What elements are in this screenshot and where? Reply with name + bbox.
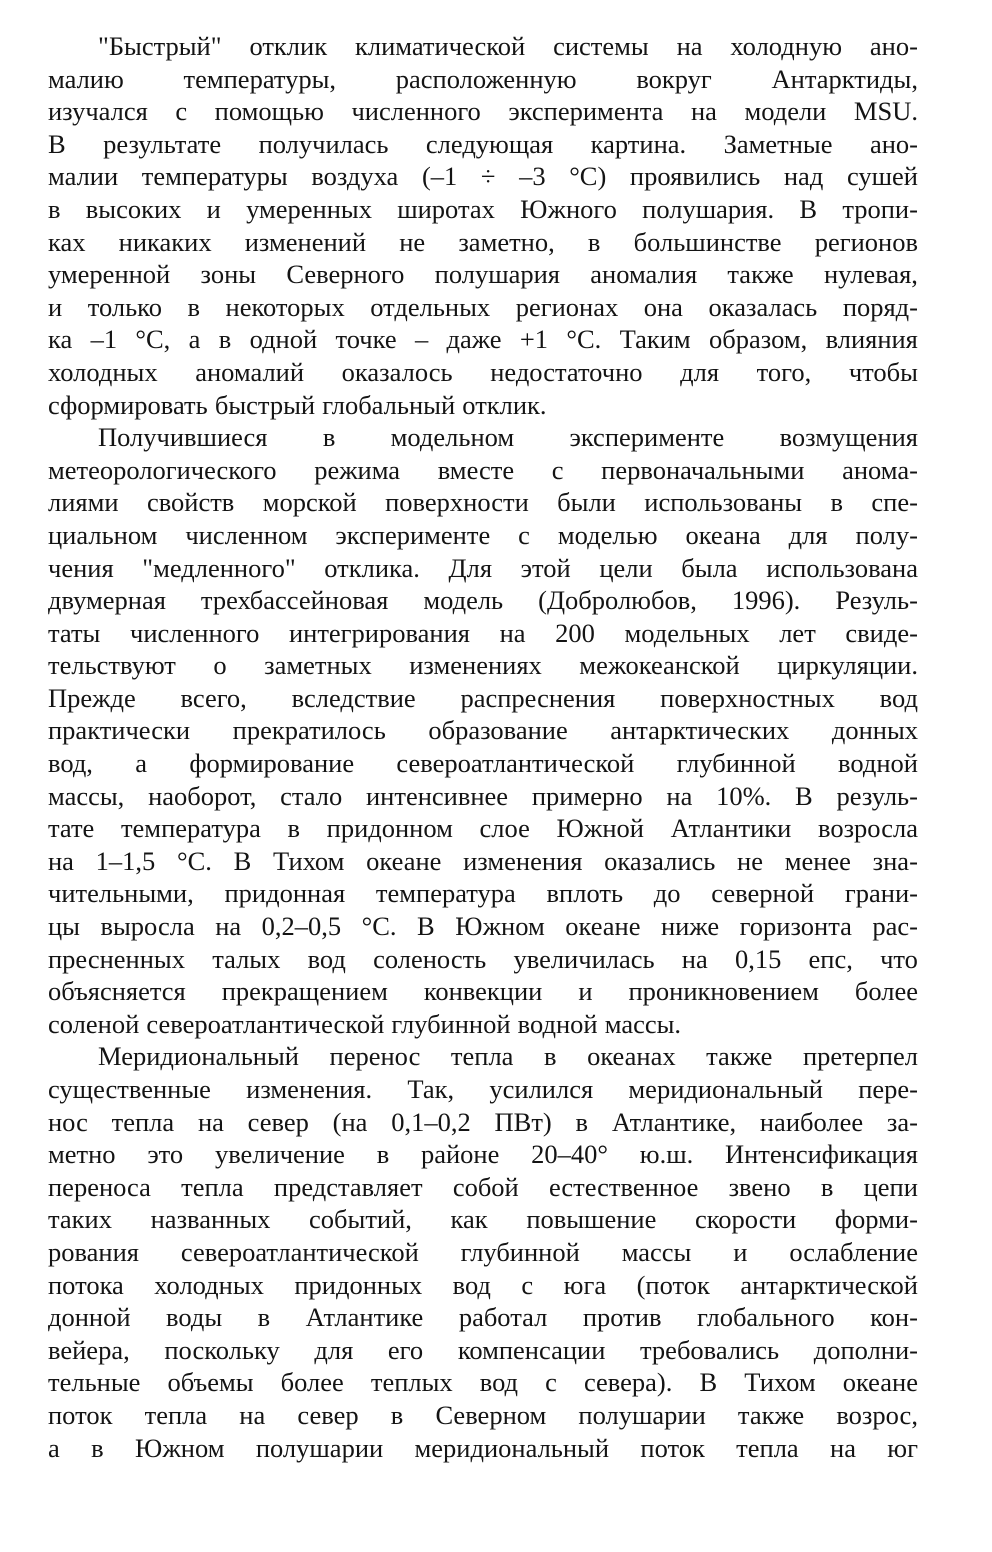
- document-page: [48, 30, 918, 1464]
- text-line: и только в некоторых отдельных регионах она оказалась поряд-: [48, 291, 918, 322]
- text-line: В результате получилась следующая картина. Заметные ано-: [48, 128, 918, 159]
- text-line: Меридиональный перенос тепла в океанах также претерпел: [98, 1041, 918, 1072]
- text-line: таких названных событий, как повышение скорости форми-: [48, 1204, 918, 1235]
- text-line: метно это увеличение в районе 20–40° ю.ш. Интенсификация: [48, 1139, 918, 1170]
- text-line: циальном численном эксперименте с моделью океана для полу-: [48, 519, 918, 550]
- text-line: рования североатлантической глубинной массы и ослабление: [48, 1236, 918, 1267]
- text-line: переноса тепла представляет собой естественное звено в цепи: [48, 1171, 918, 1202]
- text-line: изучался с помощью численного эксперимента на модели MSU.: [48, 96, 918, 127]
- text-line: массы, наоборот, стало интенсивнее примерно на 10%. В резуль-: [48, 780, 918, 811]
- text-line: "Быстрый" отклик климатической системы на холодную ано-: [98, 31, 918, 61]
- text-line: в высоких и умеренных широтах Южного полушария. В тропи-: [48, 193, 918, 224]
- text-line: донной воды в Атлантике работал против глобального кон-: [48, 1302, 918, 1333]
- paragraph-2: [48, 421, 918, 1040]
- paragraph-1: [48, 30, 918, 421]
- text-line: нос тепла на север (на 0,1–0,2 ПВт) в Атлантике, наиболее за-: [48, 1106, 918, 1137]
- text-line: Прежде всего, вследствие распреснения поверхностных вод: [48, 682, 918, 713]
- text-line: двумерная трехбассейновая модель (Добролюбов, 1996). Резуль-: [48, 585, 918, 616]
- text-line: лиями свойств морской поверхности были использованы в спе-: [48, 487, 918, 518]
- paragraph-3: [48, 1040, 918, 1464]
- text-line: ках никаких изменений не заметно, в большинстве регионов: [48, 226, 918, 257]
- text-line: холодных аномалий оказалось недостаточно для того, чтобы: [48, 356, 918, 387]
- text-line: тельные объемы более теплых вод с севера). В Тихом океане: [48, 1367, 918, 1398]
- text-line: чительными, придонная температура вплоть до северной грани-: [48, 878, 918, 909]
- text-line: Получившиеся в модельном эксперименте возмущения: [98, 422, 918, 453]
- text-line: малию температуры, расположенную вокруг Антарктиды,: [48, 63, 918, 94]
- text-line: умеренной зоны Северного полушария аномалия также нулевая,: [48, 259, 918, 290]
- text-line: пресненных талых вод соленость увеличилась на 0,15 епс, что: [48, 943, 918, 974]
- text-line: существенные изменения. Так, усилился меридиональный пере-: [48, 1074, 918, 1104]
- text-line: практически прекратилось образование антарктических донных: [48, 715, 918, 746]
- text-line: поток тепла на север в Северном полушарии также возрос,: [48, 1399, 918, 1430]
- text-line: таты численного интегрирования на 200 модельных лет свиде-: [48, 617, 918, 648]
- text-line: чения "медленного" отклика. Для этой цели была использована: [48, 552, 918, 583]
- text-line: тате температура в придонном слое Южной Атлантики возросла: [48, 813, 918, 844]
- text-line: на 1–1,5 °С. В Тихом океане изменения оказались не менее зна-: [48, 845, 918, 876]
- text-line: вейера, поскольку для его компенсации требовались дополни-: [48, 1334, 918, 1365]
- text-line: потока холодных придонных вод с юга (поток антарктической: [48, 1269, 918, 1300]
- text-line: ка –1 °С, а в одной точке – даже +1 °С. Таким образом, влияния: [48, 324, 918, 355]
- text-line: а в Южном полушарии меридиональный поток тепла на юг: [48, 1432, 918, 1463]
- text-line: вод, а формирование североатлантической глубинной водной: [48, 748, 918, 779]
- text-line: соленой североатлантической глубинной водной массы.: [48, 1008, 682, 1039]
- text-line: цы выросла на 0,2–0,5 °С. В Южном океане ниже горизонта рас-: [48, 911, 918, 942]
- text-line: малии температуры воздуха (–1 ÷ –3 °С) проявились над сушей: [48, 161, 918, 192]
- text-line: метеорологического режима вместе с первоначальными анома-: [48, 454, 918, 485]
- text-line: объясняется прекращением конвекции и проникновением более: [48, 976, 918, 1007]
- text-line: тельствуют о заметных изменениях межокеанской циркуляции.: [48, 650, 918, 681]
- text-line: сформировать быстрый глобальный отклик.: [48, 389, 547, 420]
